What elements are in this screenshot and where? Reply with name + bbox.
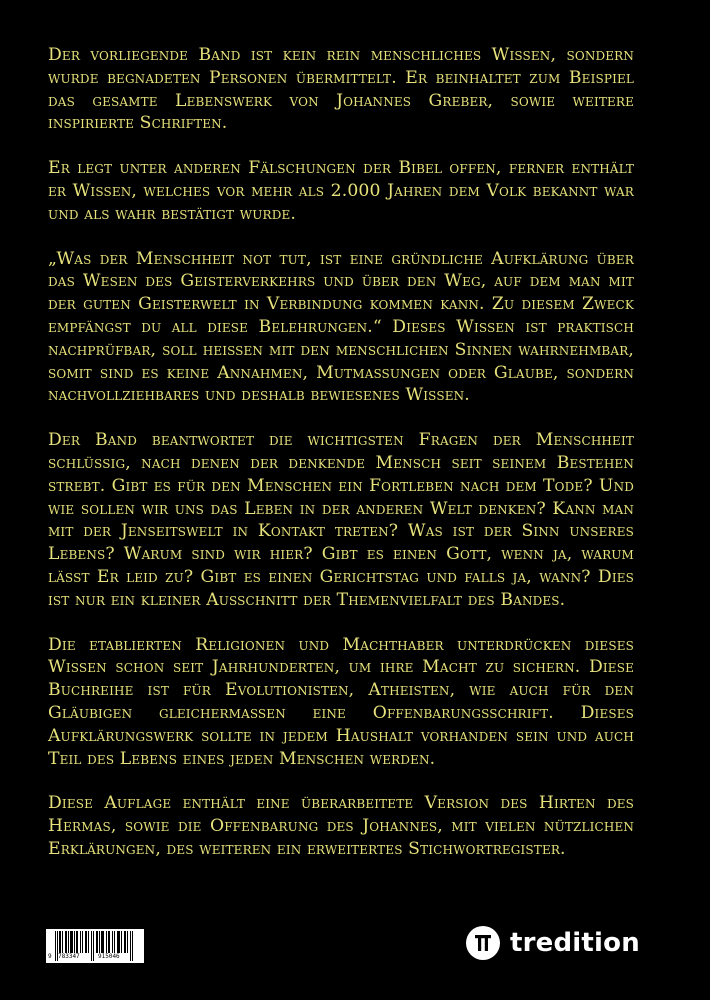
publisher-logo: [466, 925, 640, 961]
barcode-lead-digit: 9: [48, 953, 52, 960]
paragraph-religions: Die etablierten Religionen und Machthaber unterdrücken dieses Wissen schon seit Jahrhunderten, um ihre Macht zu sichern. Diese Buchreihe ist für Evolutionisten, Atheisten, wie auch für den Gläubigen gleichermaßen eine Offenbarungsschrift. Dieses Aufklärungswerk sollte in jedem Haushalt vorhanden sein und auch Teil des Lebens eines jeden Menschen werden.: [48, 634, 634, 769]
paragraph-questions: Der Band beantwortet die wichtigsten Fragen der Menschheit schlüssig, nach denen der denkende Mensch seit seinem Bestehen strebt. Gibt es für den Menschen ein Fortleben nach dem Tode? Und wie sollen wir uns das Leben in der anderen Welt denken? Kann man mit der Jenseitswelt in Kontakt treten? Was ist der Sinn unseres Lebens? Warum sind wir hier? Gibt es einen Gott, wenn ja, warum lässt Er leid zu? Gibt es einen Gerichtstag und falls ja, wann? Dies ist nur ein kleiner Ausschnitt der Themenvielfalt des Bandes.: [48, 430, 634, 610]
back-cover-text: [48, 44, 634, 883]
publisher-name: tredition: [510, 928, 640, 958]
paragraph-bible: Er legt unter anderen Fälschungen der Bibel offen, ferner enthält er Wissen, welches vor mehr als 2.000 Jahren dem Volk bekannt war und als wahr bestätigt wurde.: [48, 158, 634, 224]
paragraph-intro: Der vorliegende Band ist kein rein menschliches Wissen, sondern wurde begnadeten Personen übermittelt. Er beinhaltet zum Beispiel das gesamte Lebenswerk von Johannes Greber, sowie weitere inspirierte Schriften.: [48, 45, 634, 134]
paragraph-edition: Diese Auflage enthält eine überarbeitete Version des Hirten des Hermas, sowie die Offenbarung des Johannes, mit vielen nützlichen Erklärungen, des weiteren ein erweitertes Stichwortregister.: [48, 793, 634, 859]
barcode-right-digits: 915046: [98, 953, 120, 960]
barcode-left-digits: 783347: [58, 953, 80, 960]
isbn-barcode: [46, 929, 144, 963]
tredition-logo-icon: [466, 926, 500, 960]
paragraph-quote: „Was der Menschheit not tut, ist eine gründliche Aufklärung über das Wesen des Geisterverkehrs und über den Weg, auf dem man mit der guten Geisterwelt in Verbindung kommen kann. Zu diesem Zweck empfängst du all diese Belehrungen.“ Dieses Wissen ist praktisch nachprüfbar, soll heißen mit den menschlichen Sinnen wahrnehmbar, somit sind es keine Annahmen, Mutmaßungen oder Glaube, sondern nachvollziehbares und deshalb bewiesenes Wissen.: [48, 248, 634, 406]
